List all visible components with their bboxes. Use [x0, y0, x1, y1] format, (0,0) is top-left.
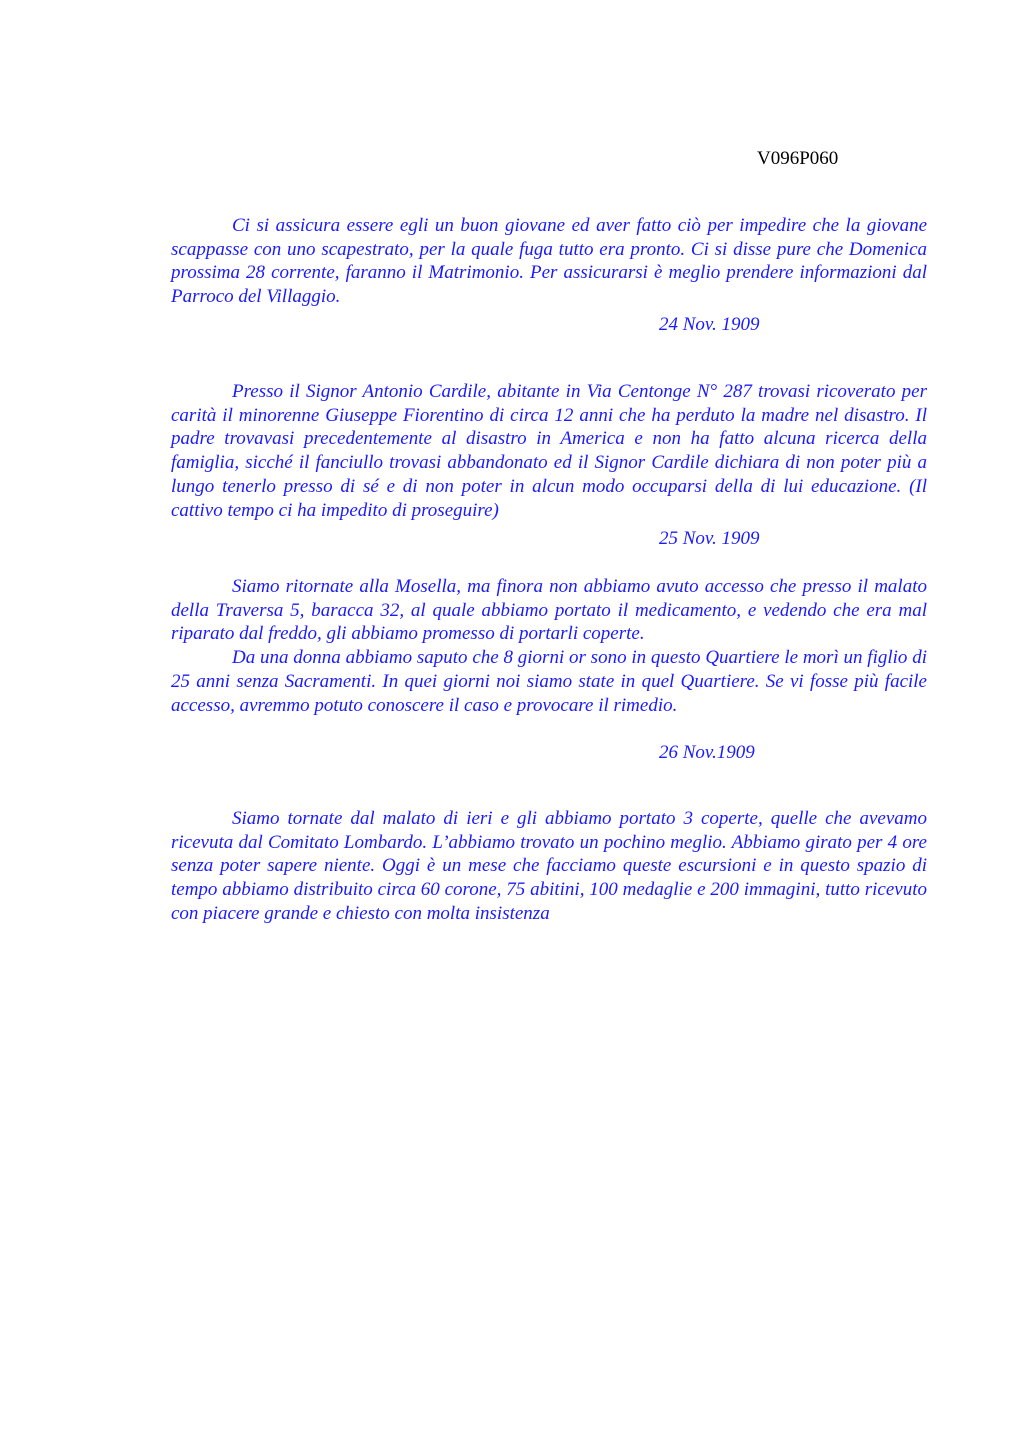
entry-paragraph: Da una donna abbiamo saputo che 8 giorni or sono in questo Quartiere le morì un figlio di 25 anni senza Sacramenti. In quei giorni noi siamo state in quel Quartiere. Se vi fosse più facile accesso, avremmo potuto conoscere il caso e provocare il rimedio. — [171, 647, 927, 716]
entry-paragraph: Siamo tornate dal malato di ieri e gli abbiamo portato 3 coperte, quelle che avevamo ricevuta dal Comitato Lombardo. L’abbiamo trovato un pochino meglio. Abbiamo girato per 4 ore senza poter sapere niente. Oggi è un mese che facciamo queste escursioni e in questo spazio di tempo abbiamo distribuito circa 60 corone, 75 abitini, 100 medaglie e 200 immagini, tutto ricevuto con piacere grande e chiesto con molta insistenza — [171, 808, 927, 924]
entry-paragraph: Ci si assicura essere egli un buon giovane ed aver fatto ciò per impedire che la giovane scappasse con uno scapestrato, per la quale fuga tutto era pronto. Ci si disse pure che Domenica prossima 28 corrente, faranno il Matrimonio. Per assicurarsi è meglio prendere informazioni dal Parroco del Villaggio. — [171, 215, 927, 308]
entry-date: 24 Nov. 1909 — [659, 314, 760, 335]
entry-block — [171, 575, 927, 717]
entry-paragraph: Siamo ritornate alla Mosella, ma finora non abbiamo avuto accesso che presso il malato della Traversa 5, baracca 32, al quale abbiamo portato il medicamento, e vedendo che era mal riparato dal freddo, gli abbiamo promesso di portarli coperte. — [171, 576, 927, 645]
entry-date: 25 Nov. 1909 — [659, 528, 760, 549]
page-code: V096P060 — [757, 148, 839, 169]
entry-date: 26 Nov.1909 — [659, 742, 755, 763]
entry-paragraph: Presso il Signor Antonio Cardile, abitante in Via Centonge N° 287 trovasi ricoverato per carità il minorenne Giuseppe Fiorentino di circa 12 anni che ha perduto la madre nel disastro. Il padre trovavasi precedentemente al disastro in America e non ha fatto alcuna ricerca della famiglia, sicché il fanciullo trovasi abbandonato ed il Signor Cardile dichiara di non poter più a lungo tenerlo presso di sé e di non poter in alcun modo occuparsi della di lui educazione. (Il cattivo tempo ci ha impedito di proseguire) — [171, 381, 927, 521]
